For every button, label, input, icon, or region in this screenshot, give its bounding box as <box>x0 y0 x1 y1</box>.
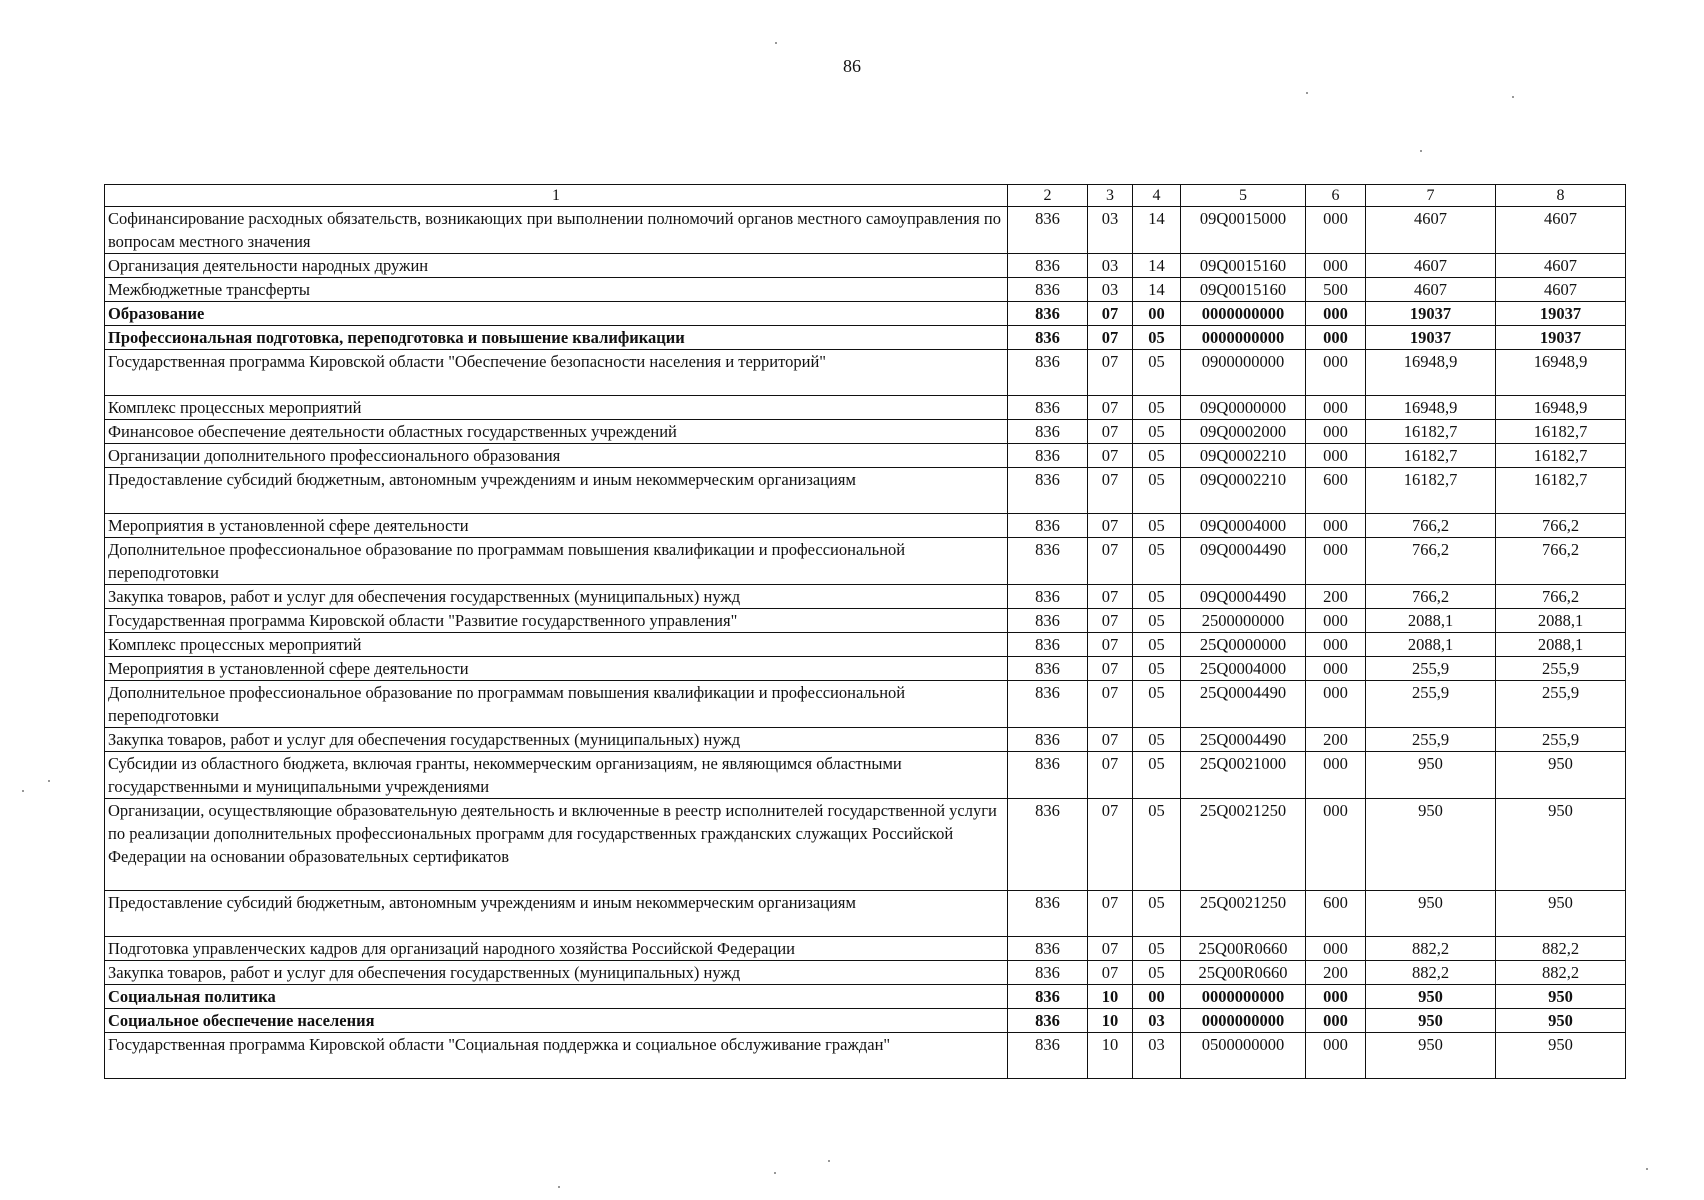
cell-col-3: 07 <box>1088 302 1133 326</box>
cell-col-2: 836 <box>1008 278 1088 302</box>
cell-col-5: 09Q0000000 <box>1181 396 1306 420</box>
cell-name: Образование <box>105 302 1008 326</box>
cell-col-4: 14 <box>1133 207 1181 254</box>
table-row <box>105 985 1626 1009</box>
table-row <box>105 302 1626 326</box>
cell-col-8: 950 <box>1496 1009 1626 1033</box>
cell-col-7: 882,2 <box>1366 937 1496 961</box>
cell-col-8: 19037 <box>1496 326 1626 350</box>
cell-col-5: 09Q0015160 <box>1181 254 1306 278</box>
cell-name: Предоставление субсидий бюджетным, автономным учреждениям и иным некоммерческим организациям <box>105 891 1008 937</box>
cell-col-5: 25Q0000000 <box>1181 633 1306 657</box>
cell-col-2: 836 <box>1008 538 1088 585</box>
cell-name: Государственная программа Кировской области "Социальная поддержка и социальное обслуживание граждан" <box>105 1033 1008 1079</box>
cell-col-3: 03 <box>1088 254 1133 278</box>
table-body <box>105 207 1626 1079</box>
header-row <box>105 185 1626 207</box>
budget-table <box>104 184 1626 1079</box>
cell-name: Организация деятельности народных дружин <box>105 254 1008 278</box>
cell-col-8: 4607 <box>1496 278 1626 302</box>
cell-name: Мероприятия в установленной сфере деятельности <box>105 514 1008 538</box>
page-number: 86 <box>843 56 861 76</box>
cell-col-4: 05 <box>1133 752 1181 799</box>
cell-col-3: 07 <box>1088 681 1133 728</box>
cell-col-3: 07 <box>1088 396 1133 420</box>
cell-col-6: 600 <box>1306 891 1366 937</box>
cell-col-5: 09Q0002210 <box>1181 444 1306 468</box>
cell-col-2: 836 <box>1008 937 1088 961</box>
cell-name: Комплекс процессных мероприятий <box>105 396 1008 420</box>
cell-col-4: 05 <box>1133 891 1181 937</box>
cell-col-6: 000 <box>1306 350 1366 396</box>
table-row <box>105 585 1626 609</box>
cell-col-8: 16182,7 <box>1496 468 1626 514</box>
cell-col-7: 766,2 <box>1366 514 1496 538</box>
budget-table-container <box>104 184 1625 1079</box>
cell-col-6: 000 <box>1306 1009 1366 1033</box>
cell-col-7: 950 <box>1366 752 1496 799</box>
cell-col-5: 25Q0004490 <box>1181 681 1306 728</box>
cell-name: Закупка товаров, работ и услуг для обеспечения государственных (муниципальных) нужд <box>105 728 1008 752</box>
cell-col-5: 09Q0002210 <box>1181 468 1306 514</box>
cell-col-4: 00 <box>1133 302 1181 326</box>
cell-col-3: 10 <box>1088 1033 1133 1079</box>
cell-col-4: 05 <box>1133 326 1181 350</box>
cell-col-8: 950 <box>1496 891 1626 937</box>
cell-col-2: 836 <box>1008 585 1088 609</box>
cell-col-5: 09Q0002000 <box>1181 420 1306 444</box>
cell-col-2: 836 <box>1008 609 1088 633</box>
header-col-4: 4 <box>1133 185 1181 207</box>
cell-col-2: 836 <box>1008 514 1088 538</box>
cell-col-6: 000 <box>1306 681 1366 728</box>
cell-col-4: 05 <box>1133 681 1181 728</box>
cell-col-6: 000 <box>1306 609 1366 633</box>
cell-col-2: 836 <box>1008 1033 1088 1079</box>
cell-col-7: 950 <box>1366 1009 1496 1033</box>
cell-col-3: 07 <box>1088 728 1133 752</box>
header-col-1: 1 <box>105 185 1008 207</box>
cell-col-7: 950 <box>1366 799 1496 891</box>
cell-name: Комплекс процессных мероприятий <box>105 633 1008 657</box>
cell-col-4: 03 <box>1133 1033 1181 1079</box>
cell-col-8: 766,2 <box>1496 538 1626 585</box>
cell-col-6: 500 <box>1306 278 1366 302</box>
table-row <box>105 728 1626 752</box>
cell-col-2: 836 <box>1008 633 1088 657</box>
cell-col-4: 05 <box>1133 585 1181 609</box>
cell-col-4: 05 <box>1133 961 1181 985</box>
header-col-5: 5 <box>1181 185 1306 207</box>
cell-name: Мероприятия в установленной сфере деятельности <box>105 657 1008 681</box>
table-row <box>105 350 1626 396</box>
cell-col-6: 000 <box>1306 1033 1366 1079</box>
cell-col-7: 16182,7 <box>1366 468 1496 514</box>
cell-col-5: 0000000000 <box>1181 1009 1306 1033</box>
cell-col-4: 05 <box>1133 728 1181 752</box>
cell-col-5: 25Q0021000 <box>1181 752 1306 799</box>
table-row <box>105 1033 1626 1079</box>
cell-col-2: 836 <box>1008 891 1088 937</box>
cell-col-5: 25Q0004000 <box>1181 657 1306 681</box>
cell-col-8: 950 <box>1496 1033 1626 1079</box>
table-row <box>105 609 1626 633</box>
cell-col-5: 25Q00R0660 <box>1181 961 1306 985</box>
table-row <box>105 514 1626 538</box>
cell-col-7: 16182,7 <box>1366 444 1496 468</box>
table-row <box>105 254 1626 278</box>
cell-col-3: 07 <box>1088 799 1133 891</box>
cell-col-8: 255,9 <box>1496 681 1626 728</box>
cell-col-4: 14 <box>1133 278 1181 302</box>
cell-col-2: 836 <box>1008 468 1088 514</box>
cell-col-8: 16182,7 <box>1496 420 1626 444</box>
cell-col-4: 05 <box>1133 420 1181 444</box>
cell-col-4: 05 <box>1133 609 1181 633</box>
cell-col-3: 07 <box>1088 585 1133 609</box>
table-row <box>105 752 1626 799</box>
cell-name: Организации, осуществляющие образовательную деятельность и включенные в реестр исполнителей государственной услуги по реализации дополнительных профессиональных программ для государственных гражданских служащих Российской Федерации на основании образовательных сертификатов <box>105 799 1008 891</box>
cell-col-8: 950 <box>1496 799 1626 891</box>
cell-name: Закупка товаров, работ и услуг для обеспечения государственных (муниципальных) нужд <box>105 585 1008 609</box>
cell-col-2: 836 <box>1008 420 1088 444</box>
header-col-6: 6 <box>1306 185 1366 207</box>
table-row <box>105 538 1626 585</box>
cell-col-2: 836 <box>1008 985 1088 1009</box>
cell-col-6: 000 <box>1306 302 1366 326</box>
cell-col-7: 4607 <box>1366 278 1496 302</box>
cell-col-7: 2088,1 <box>1366 609 1496 633</box>
cell-col-3: 10 <box>1088 1009 1133 1033</box>
cell-col-5: 0000000000 <box>1181 326 1306 350</box>
cell-col-8: 255,9 <box>1496 728 1626 752</box>
cell-col-2: 836 <box>1008 350 1088 396</box>
cell-name: Предоставление субсидий бюджетным, автономным учреждениям и иным некоммерческим организациям <box>105 468 1008 514</box>
cell-name: Социальная политика <box>105 985 1008 1009</box>
table-row <box>105 633 1626 657</box>
cell-col-4: 05 <box>1133 514 1181 538</box>
cell-col-6: 000 <box>1306 396 1366 420</box>
cell-col-7: 766,2 <box>1366 585 1496 609</box>
cell-col-6: 000 <box>1306 799 1366 891</box>
cell-col-6: 000 <box>1306 538 1366 585</box>
cell-col-5: 2500000000 <box>1181 609 1306 633</box>
cell-col-8: 16182,7 <box>1496 444 1626 468</box>
cell-col-4: 03 <box>1133 1009 1181 1033</box>
cell-col-3: 10 <box>1088 985 1133 1009</box>
cell-col-8: 950 <box>1496 752 1626 799</box>
table-row <box>105 891 1626 937</box>
cell-col-4: 05 <box>1133 937 1181 961</box>
cell-col-4: 00 <box>1133 985 1181 1009</box>
cell-name: Социальное обеспечение населения <box>105 1009 1008 1033</box>
cell-col-5: 09Q0004000 <box>1181 514 1306 538</box>
cell-col-8: 255,9 <box>1496 657 1626 681</box>
cell-name: Финансовое обеспечение деятельности областных государственных учреждений <box>105 420 1008 444</box>
cell-col-3: 07 <box>1088 326 1133 350</box>
cell-col-3: 07 <box>1088 444 1133 468</box>
table-row <box>105 937 1626 961</box>
table-row <box>105 396 1626 420</box>
cell-name: Дополнительное профессиональное образование по программам повышения квалификации и профессиональной переподготовки <box>105 538 1008 585</box>
cell-col-3: 07 <box>1088 538 1133 585</box>
table-row <box>105 468 1626 514</box>
cell-col-3: 07 <box>1088 752 1133 799</box>
cell-col-7: 19037 <box>1366 302 1496 326</box>
cell-col-5: 25Q0004490 <box>1181 728 1306 752</box>
cell-col-8: 766,2 <box>1496 585 1626 609</box>
cell-col-8: 2088,1 <box>1496 633 1626 657</box>
cell-col-6: 000 <box>1306 937 1366 961</box>
header-col-8: 8 <box>1496 185 1626 207</box>
header-col-2: 2 <box>1008 185 1088 207</box>
cell-name: Закупка товаров, работ и услуг для обеспечения государственных (муниципальных) нужд <box>105 961 1008 985</box>
cell-col-7: 16948,9 <box>1366 350 1496 396</box>
cell-col-8: 19037 <box>1496 302 1626 326</box>
cell-col-6: 000 <box>1306 254 1366 278</box>
cell-col-5: 09Q0015000 <box>1181 207 1306 254</box>
cell-name: Государственная программа Кировской области "Развитие государственного управления" <box>105 609 1008 633</box>
cell-col-6: 000 <box>1306 420 1366 444</box>
cell-col-3: 07 <box>1088 657 1133 681</box>
header-col-7: 7 <box>1366 185 1496 207</box>
cell-col-2: 836 <box>1008 254 1088 278</box>
cell-col-7: 255,9 <box>1366 657 1496 681</box>
cell-name: Подготовка управленческих кадров для организаций народного хозяйства Российской Федерации <box>105 937 1008 961</box>
cell-col-5: 0000000000 <box>1181 985 1306 1009</box>
cell-col-7: 16182,7 <box>1366 420 1496 444</box>
cell-col-6: 200 <box>1306 961 1366 985</box>
cell-col-8: 2088,1 <box>1496 609 1626 633</box>
cell-col-8: 950 <box>1496 985 1626 1009</box>
cell-col-2: 836 <box>1008 752 1088 799</box>
cell-col-7: 255,9 <box>1366 728 1496 752</box>
cell-col-2: 836 <box>1008 1009 1088 1033</box>
table-row <box>105 326 1626 350</box>
table-row <box>105 444 1626 468</box>
cell-col-3: 07 <box>1088 514 1133 538</box>
cell-col-2: 836 <box>1008 799 1088 891</box>
cell-col-3: 03 <box>1088 278 1133 302</box>
cell-col-6: 000 <box>1306 444 1366 468</box>
cell-col-2: 836 <box>1008 326 1088 350</box>
cell-col-7: 950 <box>1366 891 1496 937</box>
table-row <box>105 278 1626 302</box>
cell-col-4: 05 <box>1133 633 1181 657</box>
cell-col-2: 836 <box>1008 302 1088 326</box>
cell-col-8: 16948,9 <box>1496 396 1626 420</box>
cell-col-7: 2088,1 <box>1366 633 1496 657</box>
cell-col-7: 950 <box>1366 985 1496 1009</box>
cell-name: Межбюджетные трансферты <box>105 278 1008 302</box>
table-row <box>105 420 1626 444</box>
cell-name: Дополнительное профессиональное образование по программам повышения квалификации и профессиональной переподготовки <box>105 681 1008 728</box>
cell-col-3: 07 <box>1088 891 1133 937</box>
table-row <box>105 799 1626 891</box>
table-row <box>105 681 1626 728</box>
cell-col-6: 200 <box>1306 728 1366 752</box>
cell-col-4: 05 <box>1133 799 1181 891</box>
cell-col-5: 0900000000 <box>1181 350 1306 396</box>
cell-col-6: 000 <box>1306 514 1366 538</box>
cell-name: Субсидии из областного бюджета, включая гранты, некоммерческим организациям, не являющимся областными государственными и муниципальными учреждениями <box>105 752 1008 799</box>
cell-col-3: 07 <box>1088 609 1133 633</box>
cell-col-8: 882,2 <box>1496 961 1626 985</box>
cell-col-4: 05 <box>1133 657 1181 681</box>
cell-col-4: 05 <box>1133 444 1181 468</box>
cell-name: Организации дополнительного профессионального образования <box>105 444 1008 468</box>
cell-col-7: 16948,9 <box>1366 396 1496 420</box>
cell-col-5: 09Q0015160 <box>1181 278 1306 302</box>
cell-col-8: 766,2 <box>1496 514 1626 538</box>
cell-col-2: 836 <box>1008 728 1088 752</box>
cell-col-7: 766,2 <box>1366 538 1496 585</box>
cell-col-7: 882,2 <box>1366 961 1496 985</box>
cell-col-8: 16948,9 <box>1496 350 1626 396</box>
cell-col-8: 882,2 <box>1496 937 1626 961</box>
cell-col-7: 4607 <box>1366 207 1496 254</box>
cell-col-3: 07 <box>1088 633 1133 657</box>
cell-col-3: 07 <box>1088 420 1133 444</box>
cell-col-5: 25Q0021250 <box>1181 891 1306 937</box>
cell-col-6: 600 <box>1306 468 1366 514</box>
cell-col-5: 09Q0004490 <box>1181 538 1306 585</box>
cell-col-3: 03 <box>1088 207 1133 254</box>
cell-col-2: 836 <box>1008 681 1088 728</box>
cell-col-3: 07 <box>1088 937 1133 961</box>
cell-col-7: 255,9 <box>1366 681 1496 728</box>
cell-col-6: 000 <box>1306 657 1366 681</box>
table-row <box>105 961 1626 985</box>
cell-col-6: 200 <box>1306 585 1366 609</box>
cell-col-5: 0000000000 <box>1181 302 1306 326</box>
cell-col-5: 25Q00R0660 <box>1181 937 1306 961</box>
cell-name: Софинансирование расходных обязательств, возникающих при выполнении полномочий органов местного самоуправления по вопросам местного значения <box>105 207 1008 254</box>
cell-col-2: 836 <box>1008 961 1088 985</box>
cell-col-5: 09Q0004490 <box>1181 585 1306 609</box>
cell-col-7: 950 <box>1366 1033 1496 1079</box>
cell-col-3: 07 <box>1088 961 1133 985</box>
cell-col-8: 4607 <box>1496 207 1626 254</box>
cell-col-2: 836 <box>1008 207 1088 254</box>
cell-col-4: 05 <box>1133 468 1181 514</box>
cell-col-4: 14 <box>1133 254 1181 278</box>
cell-col-6: 000 <box>1306 985 1366 1009</box>
cell-col-7: 4607 <box>1366 254 1496 278</box>
cell-col-7: 19037 <box>1366 326 1496 350</box>
cell-col-5: 25Q0021250 <box>1181 799 1306 891</box>
cell-col-6: 000 <box>1306 633 1366 657</box>
cell-col-2: 836 <box>1008 657 1088 681</box>
cell-col-4: 05 <box>1133 538 1181 585</box>
cell-col-5: 0500000000 <box>1181 1033 1306 1079</box>
cell-col-2: 836 <box>1008 396 1088 420</box>
cell-col-6: 000 <box>1306 752 1366 799</box>
cell-col-6: 000 <box>1306 326 1366 350</box>
cell-col-4: 05 <box>1133 350 1181 396</box>
cell-name: Государственная программа Кировской области "Обеспечение безопасности населения и территорий" <box>105 350 1008 396</box>
cell-name: Профессиональная подготовка, переподготовка и повышение квалификации <box>105 326 1008 350</box>
cell-col-8: 4607 <box>1496 254 1626 278</box>
cell-col-3: 07 <box>1088 350 1133 396</box>
cell-col-2: 836 <box>1008 444 1088 468</box>
cell-col-3: 07 <box>1088 468 1133 514</box>
header-col-3: 3 <box>1088 185 1133 207</box>
cell-col-6: 000 <box>1306 207 1366 254</box>
table-row <box>105 657 1626 681</box>
table-row <box>105 1009 1626 1033</box>
table-row <box>105 207 1626 254</box>
cell-col-4: 05 <box>1133 396 1181 420</box>
